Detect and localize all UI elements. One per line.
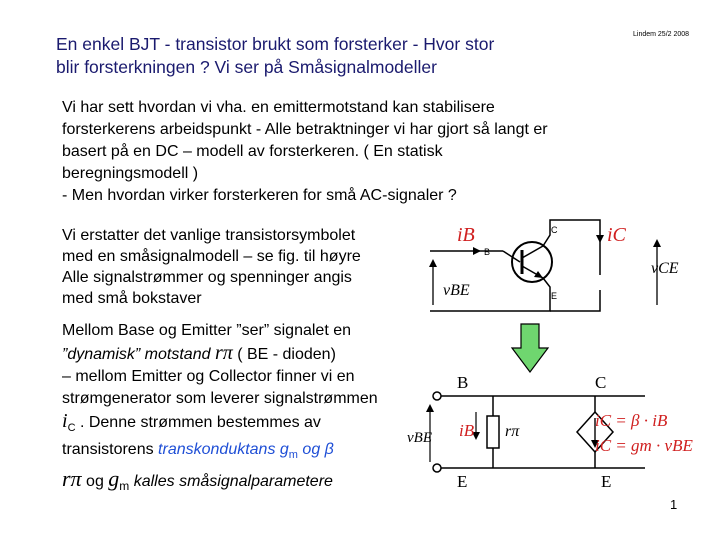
para3-text: transistorens (62, 441, 159, 459)
paragraph-model (62, 225, 412, 309)
ic-symbol: i (62, 410, 68, 432)
vbe-label: vBE (443, 282, 470, 299)
para1-line: forsterkerens arbeidspunkt - Alle betraktninger vi har gjort så langt er (62, 121, 548, 138)
transconductance-text: transkonduktans g (158, 441, 289, 459)
base-terminal (433, 392, 441, 400)
base-label: B (484, 247, 491, 257)
r-pi-symbol: rπ (214, 342, 233, 364)
title-line-2: blir forsterkningen ? Vi ser på Småsignalmodeller (56, 57, 437, 77)
para2-line: Alle signalstrømmer og spenninger angis (62, 269, 352, 286)
emitter-terminal-left (433, 464, 441, 472)
beta-text: og β (297, 441, 334, 459)
ic-subscript: C (67, 422, 76, 435)
vbe-arrow-head (426, 404, 434, 412)
rpi-resistor (487, 416, 499, 448)
equation-gm: iC = gm · vBE (595, 436, 693, 455)
emitter-arrow (534, 271, 543, 278)
header-note: Lindem 25/2 2008 (633, 31, 690, 38)
title-line-1: En enkel BJT - transistor brukt som forsterker - Hvor stor (56, 34, 495, 54)
vce-arrow-head (653, 239, 661, 247)
small-signal-model-diagram (405, 370, 705, 490)
transform-arrow (510, 322, 550, 374)
be-diode-text: ( BE - dioden) (232, 346, 336, 363)
ib-label: iB (457, 224, 475, 246)
para2-line: med små bokstaver (62, 290, 202, 307)
para1-line: beregningsmodell ) (62, 165, 199, 182)
para1-line: Vi har sett hvordan vi vha. en emittermotstand kan stabilisere (62, 99, 495, 116)
paragraph-parameters (62, 320, 422, 498)
model-rpi-label: rπ (505, 423, 520, 440)
gm-subscript: m (288, 449, 298, 462)
para2-line: Vi erstatter det vanlige transistorsymbolet (62, 227, 356, 244)
collector-lead (522, 246, 543, 258)
para3-line (62, 342, 422, 366)
para2-line: med en småsignalmodell – se fig. til høyre (62, 248, 361, 265)
gm-subscript: m (119, 479, 130, 494)
vbe-arrow-head (429, 259, 437, 267)
para3-text: . Denne strømmen bestemmes av (75, 414, 321, 431)
para1-line: basert på en DC – modell av forsterkeren. ( En statisk (62, 143, 443, 160)
para3-text: og (81, 473, 109, 491)
vce-label: vCE (651, 260, 679, 277)
para3-line: – mellom Emitter og Collector finner vi en (62, 368, 355, 385)
model-emitter-label-right: E (601, 472, 612, 490)
collector-current-arrow (596, 235, 604, 243)
collector-label: C (551, 225, 558, 235)
down-arrow-icon (512, 324, 548, 372)
small-signal-params-text: kalles småsignalparametere (129, 473, 333, 491)
page-number: 1 (670, 497, 678, 512)
r-pi-symbol: rπ (62, 466, 82, 492)
model-ib-label: iB (459, 421, 475, 440)
para1-line: - Men hvordan virker forsterkeren for små AC-signaler ? (62, 187, 457, 204)
para3-line: Mellom Base og Emitter ”ser” signalet en (62, 322, 351, 339)
dynamic-resistance-text: ”dynamisk” motstand (62, 346, 215, 363)
para3-line (62, 468, 422, 497)
model-collector-label: C (595, 373, 607, 392)
equation-beta: iC = β · iB (595, 411, 668, 430)
para3-line: strømgenerator som leverer signalstrømmen (62, 390, 378, 407)
page-title (56, 33, 616, 79)
paragraph-intro (62, 97, 662, 207)
para3-line (62, 439, 422, 466)
model-vbe-label: vBE (407, 430, 432, 446)
transistor-circle (512, 242, 552, 282)
gm-symbol: g (108, 466, 120, 492)
ground-wire (550, 290, 600, 311)
model-base-label: B (457, 373, 469, 392)
base-current-arrow (473, 247, 481, 255)
bjt-symbol-diagram (425, 215, 695, 315)
model-emitter-label-left: E (457, 472, 468, 490)
para3-line (62, 410, 422, 439)
ic-label: iC (607, 224, 626, 246)
emitter-label: E (551, 291, 558, 301)
